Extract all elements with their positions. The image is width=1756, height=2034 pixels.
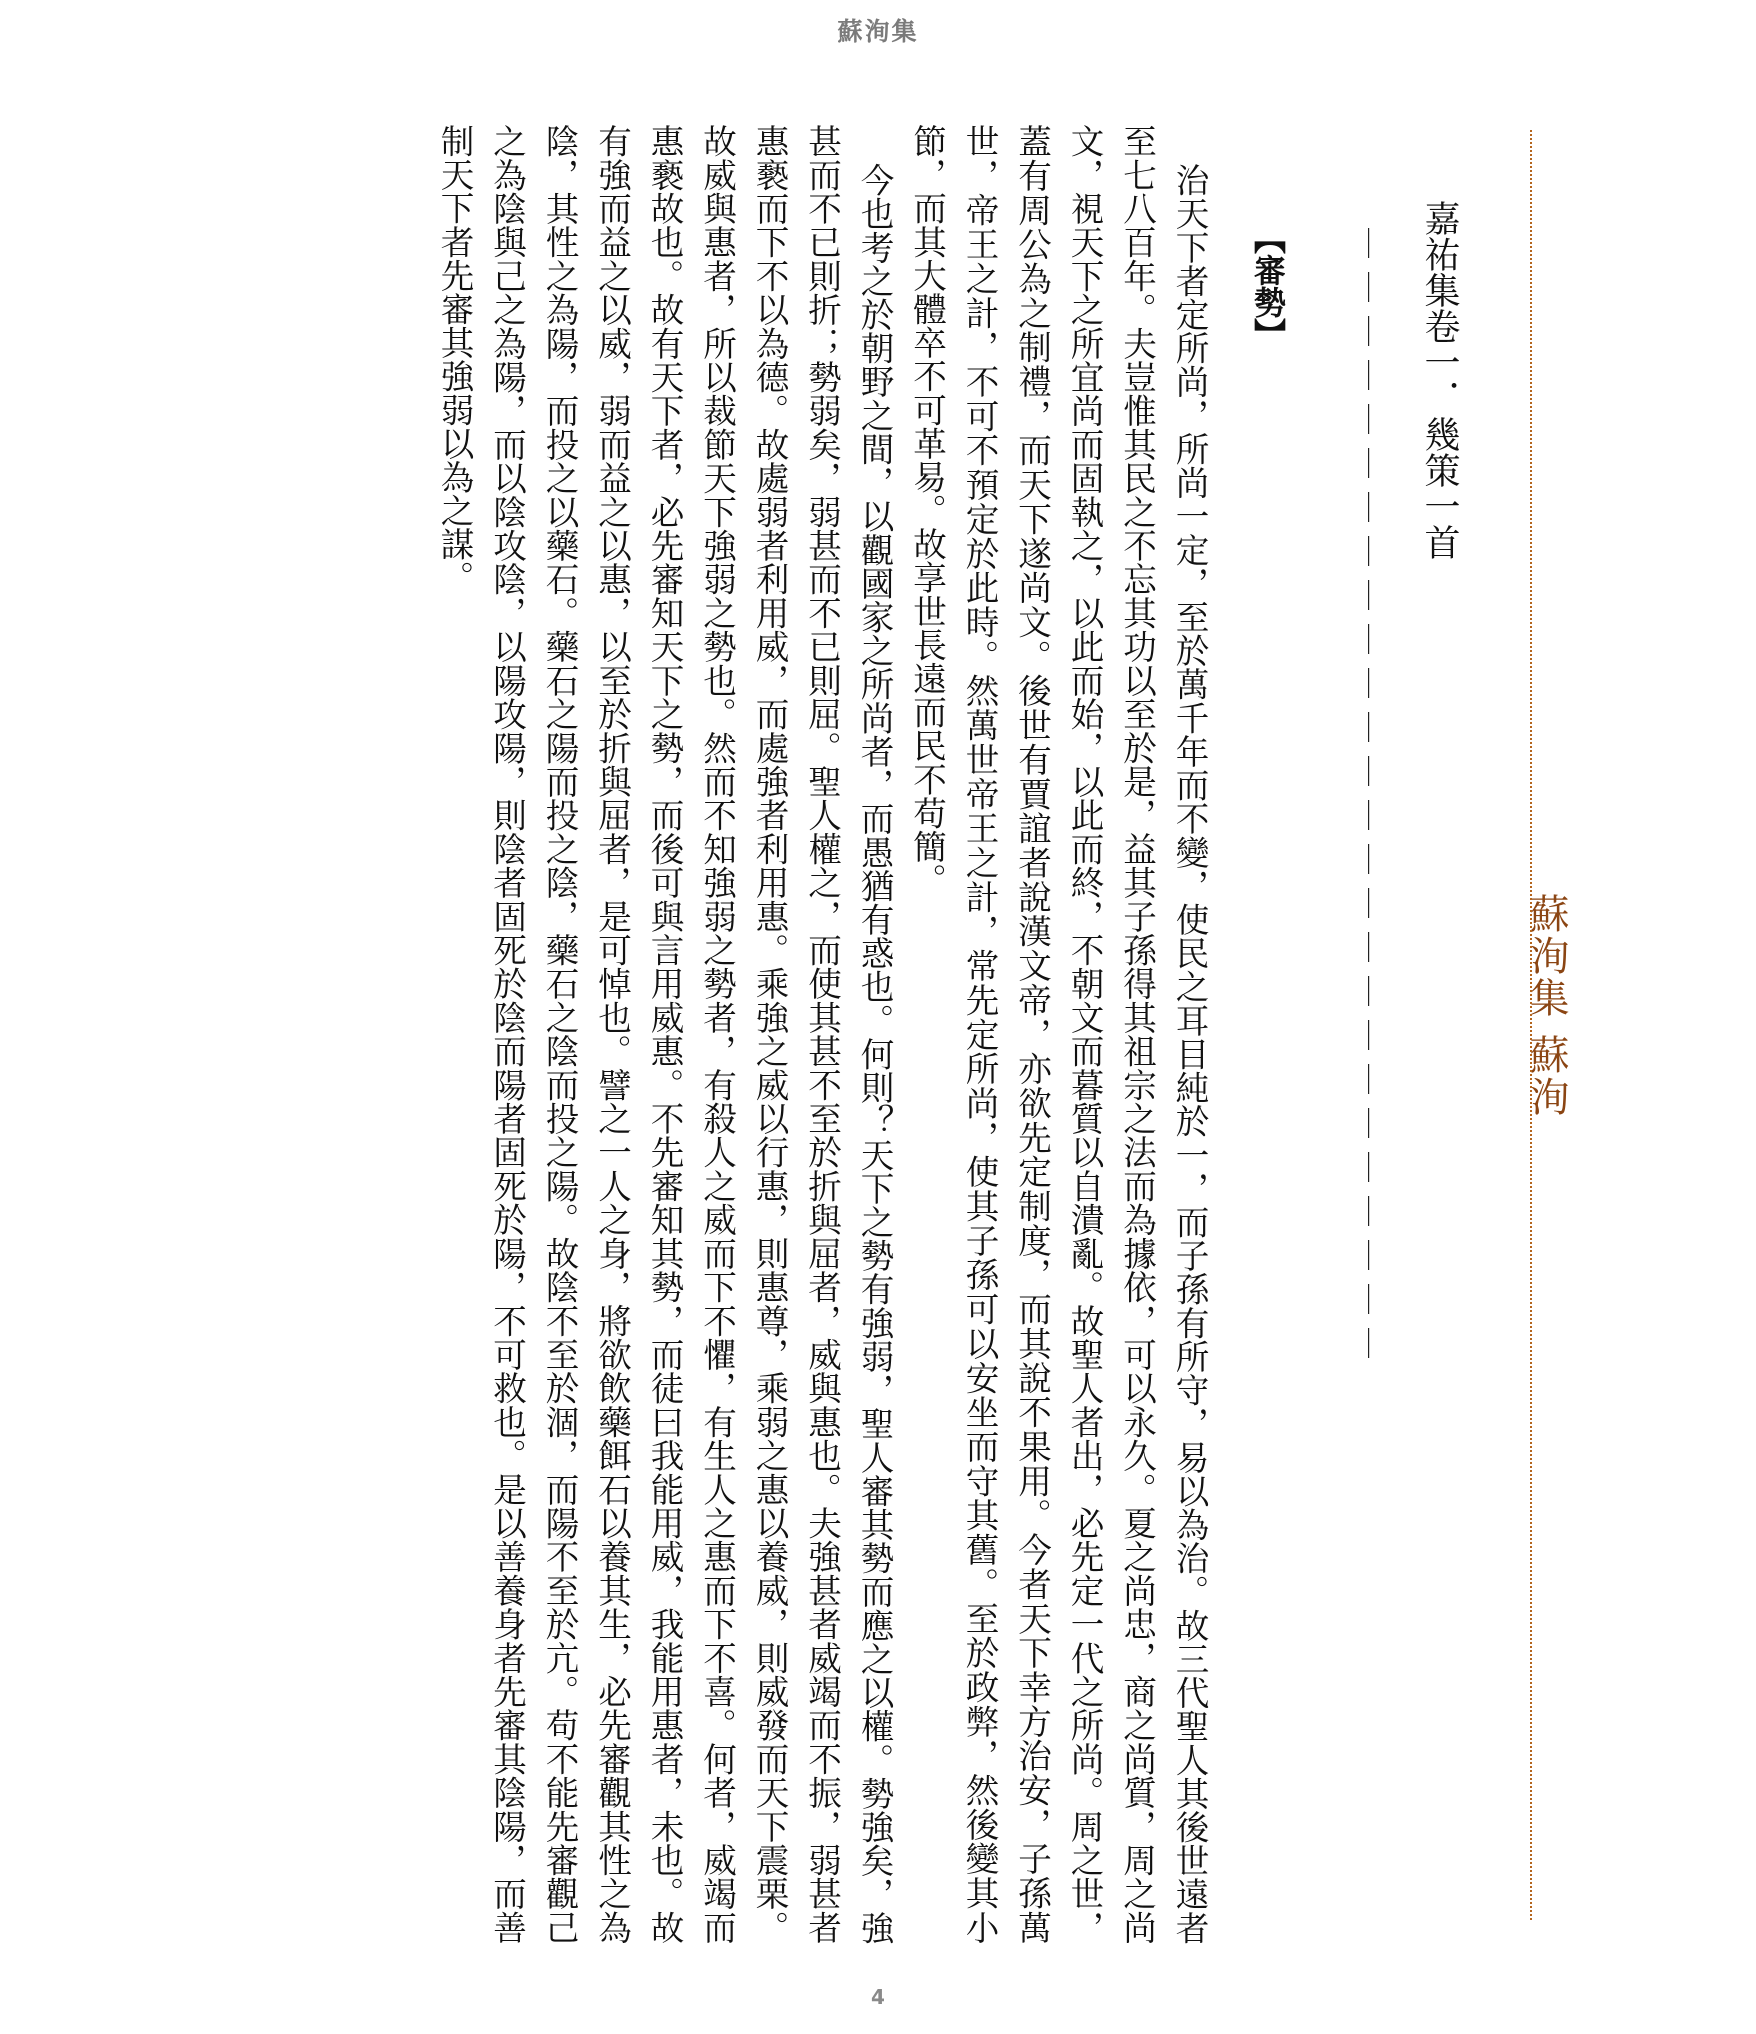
page-number: 4	[871, 1985, 885, 2009]
body-text	[215, 124, 1215, 1944]
paragraph-2: 今也考之於朝野之間，以觀國家之所尚者，而愚猶有惑也。何則？天下之勢有強弱，聖人審其勢而應之以權。勢強矣，強甚而不已則折；勢弱矣，弱甚而不已則屈。聖人權之，而使其甚不至於折與屈者，威與惠也。夫強甚者威竭而不振，弱甚者惠褻而下不以為德。故處弱者利用威，而處強者利用惠。乘強之威以行惠，則惠尊，乘弱之惠以養威，則威發而天下震栗。故威與惠者，所以裁節天下強弱之勢也。然而不知強弱之勢者，有殺人之威而下不懼，有生人之惠而下不喜。何者，威竭而惠褻故也。故有天下者，必先審知天下之勢，而後可與言用威惠。不先審知其勢，而徒曰我能用威，我能用惠者，未也。故有強而益之以威，弱而益之以惠，以至於折與屈者，是可悼也。譬之一人之身，將欲飲藥餌石以養其生，必先審觀其性之為陰，其性之為陽，而投之以藥石。藥石之陽而投之陰，藥石之陰而投之陽。故陰不至於涸，而陽不至於亢。苟不能先審觀己之為陰與己之為陽，而以陰攻陰，以陽攻陽，則陰者固死於陰而陽者固死於陽，不可救也。是以善養身者先審其陰陽，而善制天下者先審其強弱以為之謀。	[435, 124, 894, 1944]
margin-divider	[1530, 130, 1532, 1920]
book-spine-title: 蘇洵集 蘇洵	[1523, 893, 1569, 1118]
paragraph-1: 治天下者定所尚，所尚一定，至於萬千年而不變，使民之耳目純於一，而子孫有所守，易以為治。故三代聖人其後世遠者至七八百年。夫豈惟其民之不忘其功以至於是，益其子孫得其祖宗之法而為據依，可以永久。夏之尚忠，商之尚質，周之尚文，視天下之所宜尚而固執之，以此而始，以此而終，不朝文而暮質以自潰亂。故聖人者出，必先定一代之所尚。周之世，蓋有周公為之制禮，而天下遂尚文。後世有賈誼者說漢文帝，亦欲先定制度，而其說不果用。今者天下幸方治安，子孫萬世，帝王之計，不可不預定於此時。然萬世帝王之計，常先定所尚，使其子孫可以安坐而守其舊。至於政弊，然後變其小節，而其大體卒不可革易。故享世長遠而民不苟簡。	[907, 124, 1209, 1944]
chapter-heading: 嘉祐集卷一．幾策一首	[1419, 200, 1460, 560]
section-title: 【審勢】	[1249, 222, 1287, 350]
heading-dash-rule: ＿＿＿＿＿＿＿＿＿＿＿＿＿＿＿＿＿＿＿＿＿＿＿＿＿＿	[1362, 228, 1397, 1372]
running-header-title: 蘇洵集	[837, 17, 919, 46]
